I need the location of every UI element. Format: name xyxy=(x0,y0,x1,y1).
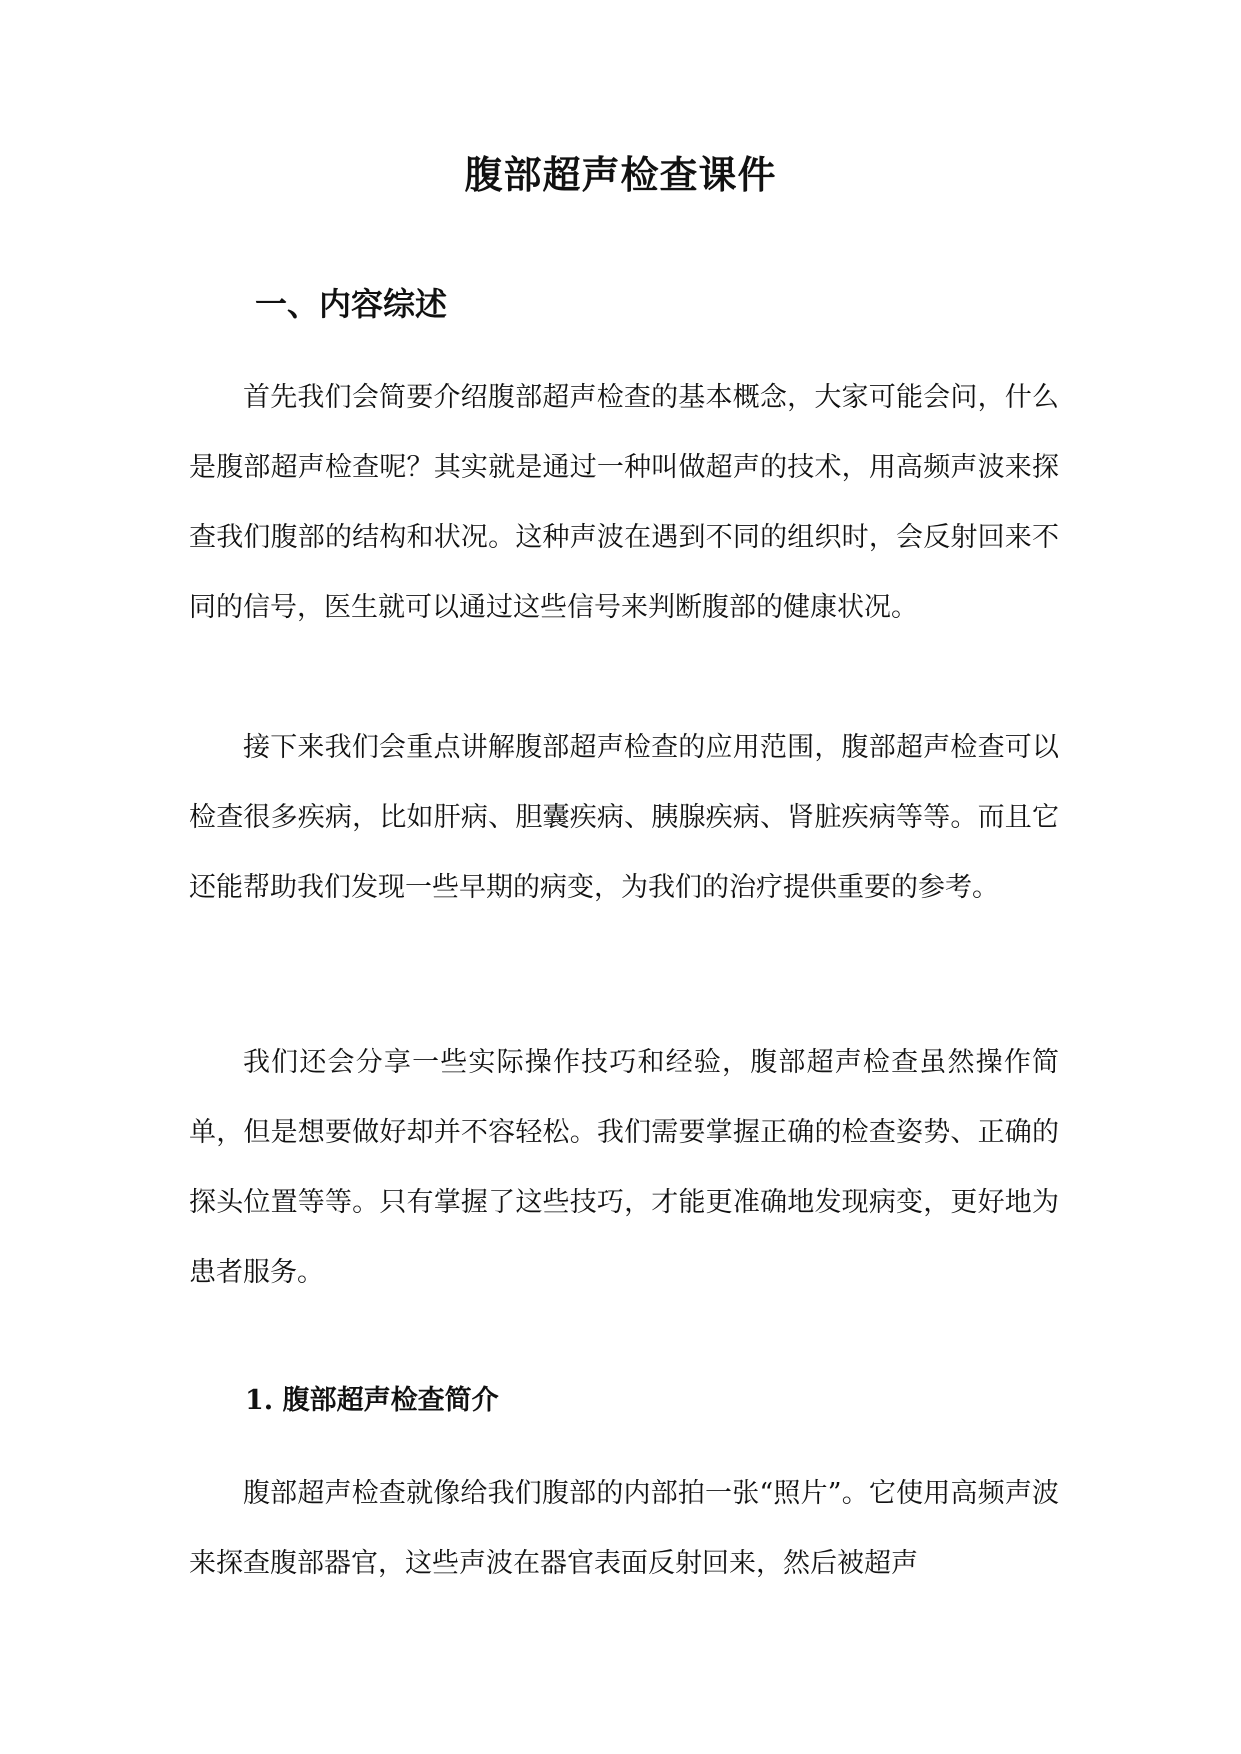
paragraph-applications: 接下来我们会重点讲解腹部超声检查的应用范围，腹部超声检查可以检查很多疾病，比如肝病、胆囊疾病、胰腺疾病、肾脏疾病等等。而且它还能帮助我们发现一些早期的病变，为我们的治疗提供重要的参考。 xyxy=(189,732,1059,903)
section-heading-overview: 一、内容综述 xyxy=(255,285,448,323)
paragraph-ultrasound-description: 腹部超声检查就像给我们腹部的内部拍一张“照片”。它使用高频声波来探查腹部器官，这些声波在器官表面反射回来，然后被超声 xyxy=(189,1478,1059,1579)
subsection-heading-introduction: 1. 腹部超声检查简介 xyxy=(245,1385,499,1416)
paragraph-techniques: 我们还会分享一些实际操作技巧和经验，腹部超声检查虽然操作简单，但是想要做好却并不容轻松。我们需要掌握正确的检查姿势、正确的探头位置等等。只有掌握了这些技巧，才能更准确地发现病变，更好地为患者服务。 xyxy=(189,1047,1059,1288)
paragraph-intro: 首先我们会简要介绍腹部超声检查的基本概念，大家可能会问，什么是腹部超声检查呢？其实就是通过一种叫做超声的技术，用高频声波来探查我们腹部的结构和状况。这种声波在遇到不同的组织时，会反射回来不同的信号，医生就可以通过这些信号来判断腹部的健康状况。 xyxy=(189,382,1059,623)
document-title: 腹部超声检查课件 xyxy=(464,152,777,197)
